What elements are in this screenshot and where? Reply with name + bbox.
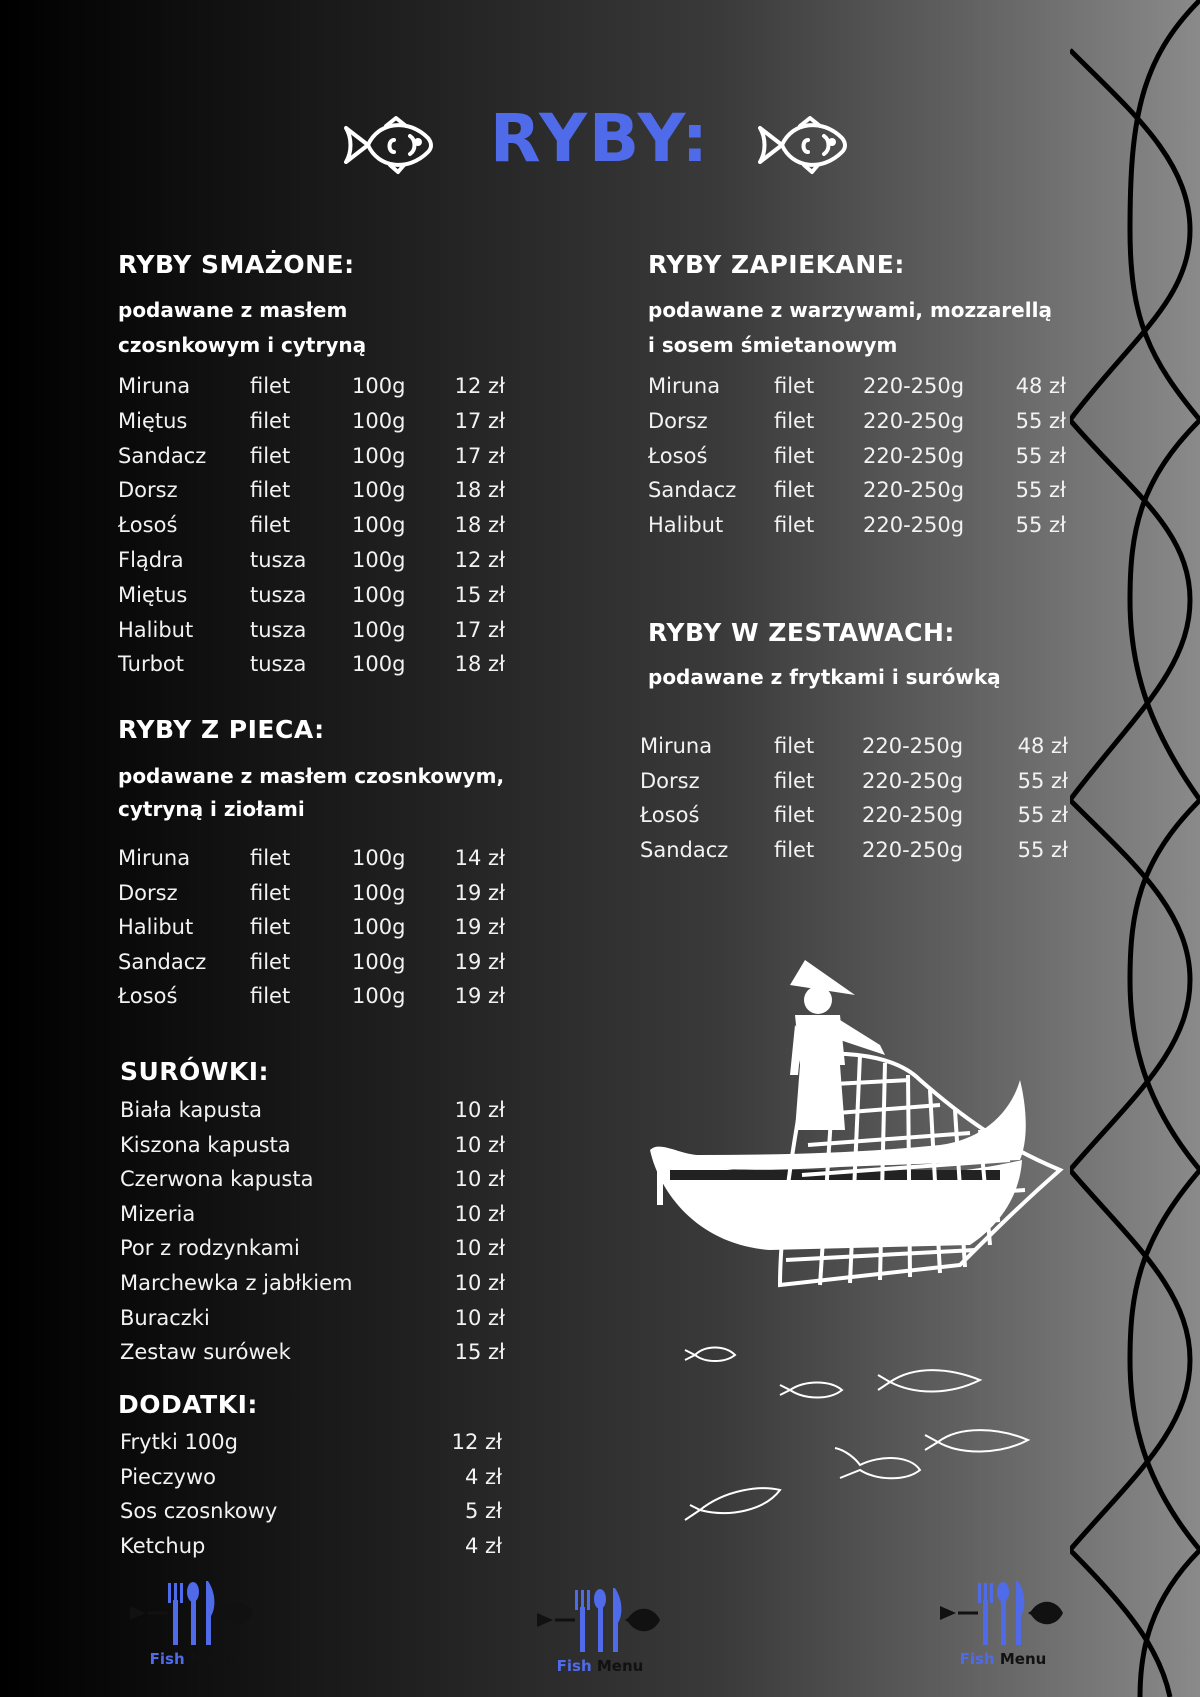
menu-cell: 12 zł [454,374,505,398]
fishing-net-decoration [1070,0,1200,1697]
menu-cell: 220-250g [863,513,965,538]
menu-cell: 55 zł [1017,768,1068,793]
fish-menu-logo [128,1578,258,1668]
menu-cell: 220-250g [863,478,965,503]
sets-heading: RYBY W ZESTAWACH: [648,618,955,647]
menu-cell: filet [250,374,291,398]
menu-cell: 220-250g [863,408,965,433]
menu-cell: 100g [352,374,406,398]
menu-cell: Halibut [118,617,194,642]
menu-cell: Marchewka z jabłkiem [120,1271,353,1295]
baked-heading: RYBY ZAPIEKANE: [648,250,905,279]
menu-cell: filet [774,408,815,433]
menu-cell: Kiszona kapusta [120,1132,291,1157]
menu-cell: filet [774,734,815,758]
menu-cell: Dorsz [118,478,178,503]
menu-cell: 4 zł [464,1464,502,1489]
logo-word-menu: Menu [596,1657,644,1675]
menu-cell: Zestaw surówek [120,1340,291,1365]
fish-fork-spoon-knife-logo-icon [128,1578,258,1648]
menu-cell: 4 zł [464,1533,502,1558]
menu-cell: filet [774,513,815,538]
menu-cell: Flądra [118,548,184,572]
menu-cell: filet [250,949,291,974]
menu-cell: 55 zł [1015,513,1066,538]
menu-cell: filet [250,880,291,905]
menu-cell: filet [250,408,291,433]
menu-cell: 10 zł [454,1167,505,1192]
menu-cell: 12 zł [451,1430,502,1454]
fried-sub-2: czosnkowym i cytryną [118,333,367,357]
menu-cell: filet [250,513,291,538]
baked-sub-2: i sosem śmietanowym [648,333,898,357]
oven-sub-2: cytryną i ziołami [118,797,305,821]
menu-cell: Łosoś [118,513,178,538]
menu-cell: filet [774,478,815,503]
menu-cell: 48 zł [1017,734,1068,758]
swimming-fish-decoration [680,1330,1040,1530]
menu-cell: 220-250g [863,374,965,398]
menu-cell: Miruna [118,374,191,398]
menu-cell: 55 zł [1015,408,1066,433]
menu-cell: 19 zł [454,984,505,1009]
oven-heading: RYBY Z PIECA: [118,715,325,744]
fish-menu-logo [938,1578,1068,1668]
menu-cell: Halibut [648,513,724,538]
menu-cell: Turbot [118,652,184,677]
logo-word-fish: Fish [959,1650,995,1668]
fish-fork-spoon-knife-logo-icon [535,1585,665,1655]
menu-cell: 100g [352,652,406,677]
fish-icon [752,110,848,180]
menu-cell: 100g [352,478,406,503]
menu-cell: 10 zł [454,1271,505,1295]
menu-cell: Dorsz [118,880,178,905]
menu-cell: 19 zł [454,915,505,940]
menu-cell: Biała kapusta [120,1098,262,1122]
menu-cell: 10 zł [454,1132,505,1157]
menu-cell: Sandacz [648,478,737,503]
menu-cell: 15 zł [454,582,505,607]
menu-cell: 17 zł [454,443,505,468]
menu-cell: 100g [352,513,406,538]
menu-cell: Por z rodzynkami [120,1236,300,1261]
menu-cell: filet [250,846,291,870]
menu-cell: 100g [352,408,406,433]
menu-cell: 10 zł [454,1098,505,1122]
menu-cell: filet [774,803,815,828]
menu-cell: 15 zł [454,1340,505,1365]
salads-heading: SURÓWKI: [120,1057,270,1086]
oven-sub-1: podawane z masłem czosnkowym, [118,764,505,788]
menu-cell: filet [774,768,815,793]
menu-cell: 100g [352,949,406,974]
menu-cell: Mizeria [120,1201,196,1226]
menu-cell: 18 zł [454,513,505,538]
menu-cell: Dorsz [648,408,708,433]
page-title: RYBY: [489,100,711,177]
menu-cell: 5 zł [464,1499,502,1524]
menu-cell: Miruna [648,374,721,398]
menu-cell: 100g [352,984,406,1009]
extras-heading: DODATKI: [118,1390,258,1419]
menu-cell: filet [774,374,815,398]
fish-fork-spoon-knife-logo-icon [938,1578,1068,1648]
menu-cell: 100g [352,915,406,940]
menu-cell: 55 zł [1015,443,1066,468]
menu-cell: 17 zł [454,617,505,642]
menu-cell: 55 zł [1017,803,1068,828]
fried-heading: RYBY SMAŻONE: [118,250,355,279]
fried-sub-1: podawane z masłem [118,298,348,322]
menu-cell: Frytki 100g [120,1430,238,1454]
menu-cell: filet [250,443,291,468]
baked-sub-1: podawane z warzywami, mozzarellą [648,298,1052,322]
menu-cell: tusza [250,582,307,607]
fish-menu-logo [535,1585,665,1675]
menu-cell: Łosoś [640,803,700,828]
logo-word-fish: Fish [149,1650,185,1668]
menu-cell: 10 zł [454,1305,505,1330]
menu-cell: 10 zł [454,1236,505,1261]
menu-cell: tusza [250,652,307,677]
menu-cell: 220-250g [863,443,965,468]
menu-cell: tusza [250,548,307,572]
menu-cell: 100g [352,846,406,870]
menu-cell: Dorsz [640,768,700,793]
menu-cell: Czerwona kapusta [120,1167,314,1192]
menu-cell: Halibut [118,915,194,940]
menu-cell: Miruna [118,846,191,870]
fisherman-boat-illustration [640,955,1080,1315]
menu-cell: 220-250g [862,768,964,793]
menu-cell: 14 zł [454,846,505,870]
menu-cell: filet [774,837,815,862]
menu-cell: filet [250,984,291,1009]
menu-cell: 55 zł [1017,837,1068,862]
menu-cell: tusza [250,617,307,642]
logo-word-menu: Menu [999,1650,1047,1668]
menu-cell: Łosoś [118,984,178,1009]
menu-cell: Sandacz [640,837,729,862]
menu-cell: Łosoś [648,443,708,468]
menu-cell: Ketchup [120,1533,206,1558]
menu-cell: 18 zł [454,478,505,503]
menu-cell: 48 zł [1015,374,1066,398]
menu-cell: 100g [352,548,406,572]
logo-word-fish: Fish [556,1657,592,1675]
menu-cell: filet [250,478,291,503]
menu-cell: Miętus [118,408,188,433]
menu-cell: filet [250,915,291,940]
menu-cell: 100g [352,443,406,468]
menu-cell: 100g [352,582,406,607]
logo-word-menu: Menu [189,1650,237,1668]
menu-cell: 18 zł [454,652,505,677]
menu-cell: filet [774,443,815,468]
menu-cell: Miętus [118,582,188,607]
menu-cell: 10 zł [454,1201,505,1226]
menu-cell: Sandacz [118,443,207,468]
menu-cell: 100g [352,880,406,905]
menu-cell: Sandacz [118,949,207,974]
menu-cell: 17 zł [454,408,505,433]
menu-cell: 100g [352,617,406,642]
menu-cell: 55 zł [1015,478,1066,503]
menu-cell: Sos czosnkowy [120,1499,278,1524]
menu-cell: 220-250g [862,803,964,828]
menu-cell: 220-250g [862,837,964,862]
sets-sub-1: podawane z frytkami i surówką [648,665,1001,689]
menu-cell: 19 zł [454,880,505,905]
menu-cell: 220-250g [862,734,964,758]
menu-cell: Miruna [640,734,713,758]
menu-cell: Pieczywo [120,1464,216,1489]
menu-cell: 12 zł [454,548,505,572]
menu-cell: 19 zł [454,949,505,974]
menu-cell: Buraczki [120,1305,210,1330]
